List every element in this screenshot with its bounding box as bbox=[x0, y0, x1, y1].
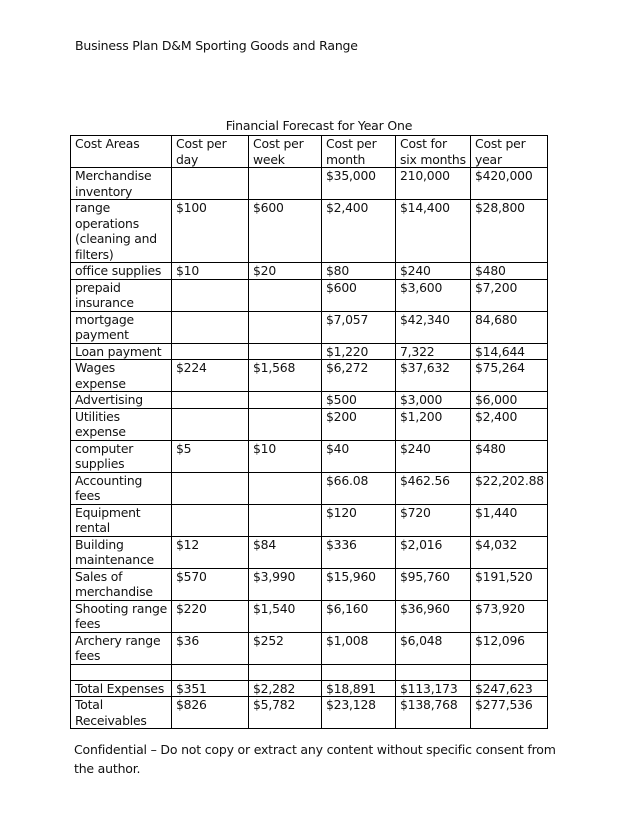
cost-area-cell: Loan payment bbox=[71, 343, 172, 360]
cost-area-cell: Shooting range fees bbox=[71, 600, 172, 632]
cost-value-cell: $351 bbox=[172, 680, 249, 697]
cost-value-cell bbox=[322, 664, 396, 680]
table-row bbox=[71, 279, 548, 311]
cost-value-cell: $73,920 bbox=[471, 600, 548, 632]
cost-value-cell: $35,000 bbox=[322, 168, 396, 200]
cost-value-cell: $240 bbox=[396, 440, 471, 472]
cost-value-cell bbox=[172, 279, 249, 311]
cost-value-cell: $191,520 bbox=[471, 568, 548, 600]
column-header: Cost per week bbox=[249, 136, 322, 168]
table-row bbox=[71, 536, 548, 568]
cost-value-cell: $420,000 bbox=[471, 168, 548, 200]
cost-area-cell: Advertising bbox=[71, 392, 172, 409]
cost-value-cell: $18,891 bbox=[322, 680, 396, 697]
cost-value-cell bbox=[172, 504, 249, 536]
cost-value-cell bbox=[172, 168, 249, 200]
table-row bbox=[71, 440, 548, 472]
cost-value-cell: $220 bbox=[172, 600, 249, 632]
cost-area-cell: Sales of merchandise bbox=[71, 568, 172, 600]
cost-area-cell: computer supplies bbox=[71, 440, 172, 472]
cost-value-cell: $28,800 bbox=[471, 200, 548, 263]
table-row bbox=[71, 360, 548, 392]
cost-value-cell bbox=[249, 392, 322, 409]
table-row bbox=[71, 311, 548, 343]
cost-value-cell: $12,096 bbox=[471, 632, 548, 664]
cost-value-cell: $138,768 bbox=[396, 697, 471, 729]
cost-value-cell: $6,160 bbox=[322, 600, 396, 632]
column-header: Cost per day bbox=[172, 136, 249, 168]
cost-value-cell: $826 bbox=[172, 697, 249, 729]
cost-area-cell: Total Receivables bbox=[71, 697, 172, 729]
table-row bbox=[71, 632, 548, 664]
cost-value-cell: $6,000 bbox=[471, 392, 548, 409]
cost-value-cell: $4,032 bbox=[471, 536, 548, 568]
table-row bbox=[71, 263, 548, 280]
column-header: Cost per year bbox=[471, 136, 548, 168]
cost-value-cell: $1,540 bbox=[249, 600, 322, 632]
cost-value-cell bbox=[249, 664, 322, 680]
cost-area-cell: Building maintenance bbox=[71, 536, 172, 568]
cost-area-cell: range operations (cleaning and filters) bbox=[71, 200, 172, 263]
cost-value-cell: $277,536 bbox=[471, 697, 548, 729]
cost-value-cell: $224 bbox=[172, 360, 249, 392]
cost-value-cell: 7,322 bbox=[396, 343, 471, 360]
table-body bbox=[71, 168, 548, 729]
cost-value-cell bbox=[396, 664, 471, 680]
column-header: Cost for six months bbox=[396, 136, 471, 168]
cost-value-cell: $2,400 bbox=[471, 408, 548, 440]
cost-value-cell: $462.56 bbox=[396, 472, 471, 504]
cost-value-cell: $100 bbox=[172, 200, 249, 263]
cost-value-cell bbox=[172, 311, 249, 343]
cost-value-cell: $42,340 bbox=[396, 311, 471, 343]
cost-value-cell: $95,760 bbox=[396, 568, 471, 600]
cost-value-cell: $10 bbox=[249, 440, 322, 472]
cost-value-cell: $22,202.88 bbox=[471, 472, 548, 504]
cost-value-cell: $113,173 bbox=[396, 680, 471, 697]
table-row bbox=[71, 200, 548, 263]
cost-value-cell: $36,960 bbox=[396, 600, 471, 632]
table-row bbox=[71, 472, 548, 504]
cost-value-cell: $6,048 bbox=[396, 632, 471, 664]
cost-area-cell: Wages expense bbox=[71, 360, 172, 392]
table-row bbox=[71, 697, 548, 729]
cost-value-cell: $336 bbox=[322, 536, 396, 568]
cost-value-cell: 210,000 bbox=[396, 168, 471, 200]
financial-forecast-table bbox=[70, 135, 548, 729]
cost-value-cell: $480 bbox=[471, 263, 548, 280]
cost-value-cell bbox=[172, 392, 249, 409]
cost-area-cell: Archery range fees bbox=[71, 632, 172, 664]
cost-value-cell: $480 bbox=[471, 440, 548, 472]
cost-value-cell bbox=[249, 472, 322, 504]
cost-value-cell: $3,000 bbox=[396, 392, 471, 409]
cost-value-cell: $1,440 bbox=[471, 504, 548, 536]
cost-value-cell: $252 bbox=[249, 632, 322, 664]
cost-value-cell: $120 bbox=[322, 504, 396, 536]
table-row bbox=[71, 664, 548, 680]
cost-area-cell: Utilities expense bbox=[71, 408, 172, 440]
cost-value-cell: $1,200 bbox=[396, 408, 471, 440]
cost-value-cell: $23,128 bbox=[322, 697, 396, 729]
cost-value-cell bbox=[172, 664, 249, 680]
table-row bbox=[71, 343, 548, 360]
table-row bbox=[71, 408, 548, 440]
cost-value-cell bbox=[249, 311, 322, 343]
cost-value-cell: $2,016 bbox=[396, 536, 471, 568]
header-row bbox=[71, 136, 548, 168]
cost-value-cell: $1,568 bbox=[249, 360, 322, 392]
cost-value-cell: $5,782 bbox=[249, 697, 322, 729]
cost-value-cell: $37,632 bbox=[396, 360, 471, 392]
cost-value-cell: $84 bbox=[249, 536, 322, 568]
cost-value-cell: $12 bbox=[172, 536, 249, 568]
cost-value-cell: $66.08 bbox=[322, 472, 396, 504]
cost-value-cell: $80 bbox=[322, 263, 396, 280]
cost-value-cell: $75,264 bbox=[471, 360, 548, 392]
cost-area-cell bbox=[71, 664, 172, 680]
cost-value-cell: $6,272 bbox=[322, 360, 396, 392]
cost-value-cell: $2,282 bbox=[249, 680, 322, 697]
cost-value-cell bbox=[249, 408, 322, 440]
cost-value-cell: $15,960 bbox=[322, 568, 396, 600]
cost-area-cell: office supplies bbox=[71, 263, 172, 280]
cost-value-cell: $7,057 bbox=[322, 311, 396, 343]
table-row bbox=[71, 568, 548, 600]
cost-value-cell: $500 bbox=[322, 392, 396, 409]
column-header: Cost Areas bbox=[71, 136, 172, 168]
table-row bbox=[71, 680, 548, 697]
cost-value-cell: $14,400 bbox=[396, 200, 471, 263]
confidentiality-notice: Confidential – Do not copy or extract any content without specific consent from the author. bbox=[74, 742, 556, 776]
cost-value-cell bbox=[249, 504, 322, 536]
table-header bbox=[71, 136, 548, 168]
cost-area-cell: Equipment rental bbox=[71, 504, 172, 536]
cost-value-cell: $200 bbox=[322, 408, 396, 440]
cost-value-cell: $600 bbox=[322, 279, 396, 311]
cost-area-cell: Accounting fees bbox=[71, 472, 172, 504]
cost-value-cell: $14,644 bbox=[471, 343, 548, 360]
cost-value-cell: $1,008 bbox=[322, 632, 396, 664]
cost-area-cell: Merchandise inventory bbox=[71, 168, 172, 200]
table-title: Financial Forecast for Year One bbox=[225, 118, 413, 133]
table-row bbox=[71, 168, 548, 200]
cost-value-cell bbox=[249, 279, 322, 311]
cost-value-cell: $3,600 bbox=[396, 279, 471, 311]
cost-value-cell: $247,623 bbox=[471, 680, 548, 697]
cost-area-cell: prepaid insurance bbox=[71, 279, 172, 311]
cost-value-cell: $2,400 bbox=[322, 200, 396, 263]
cost-value-cell bbox=[172, 472, 249, 504]
table-row bbox=[71, 392, 548, 409]
cost-value-cell: $1,220 bbox=[322, 343, 396, 360]
column-header: Cost per month bbox=[322, 136, 396, 168]
cost-value-cell bbox=[249, 343, 322, 360]
cost-value-cell: $20 bbox=[249, 263, 322, 280]
cost-value-cell: $5 bbox=[172, 440, 249, 472]
cost-value-cell: $240 bbox=[396, 263, 471, 280]
cost-value-cell bbox=[249, 168, 322, 200]
cost-value-cell bbox=[471, 664, 548, 680]
cost-value-cell: $3,990 bbox=[249, 568, 322, 600]
table-row bbox=[71, 504, 548, 536]
cost-value-cell: $600 bbox=[249, 200, 322, 263]
cost-value-cell bbox=[172, 408, 249, 440]
cost-value-cell: $570 bbox=[172, 568, 249, 600]
cost-area-cell: mortgage payment bbox=[71, 311, 172, 343]
cost-value-cell: $36 bbox=[172, 632, 249, 664]
cost-value-cell: $10 bbox=[172, 263, 249, 280]
cost-value-cell: $40 bbox=[322, 440, 396, 472]
cost-value-cell: $7,200 bbox=[471, 279, 548, 311]
document-header: Business Plan D&M Sporting Goods and Range bbox=[75, 38, 358, 53]
cost-value-cell: $720 bbox=[396, 504, 471, 536]
cost-area-cell: Total Expenses bbox=[71, 680, 172, 697]
cost-value-cell: 84,680 bbox=[471, 311, 548, 343]
table-row bbox=[71, 600, 548, 632]
cost-value-cell bbox=[172, 343, 249, 360]
